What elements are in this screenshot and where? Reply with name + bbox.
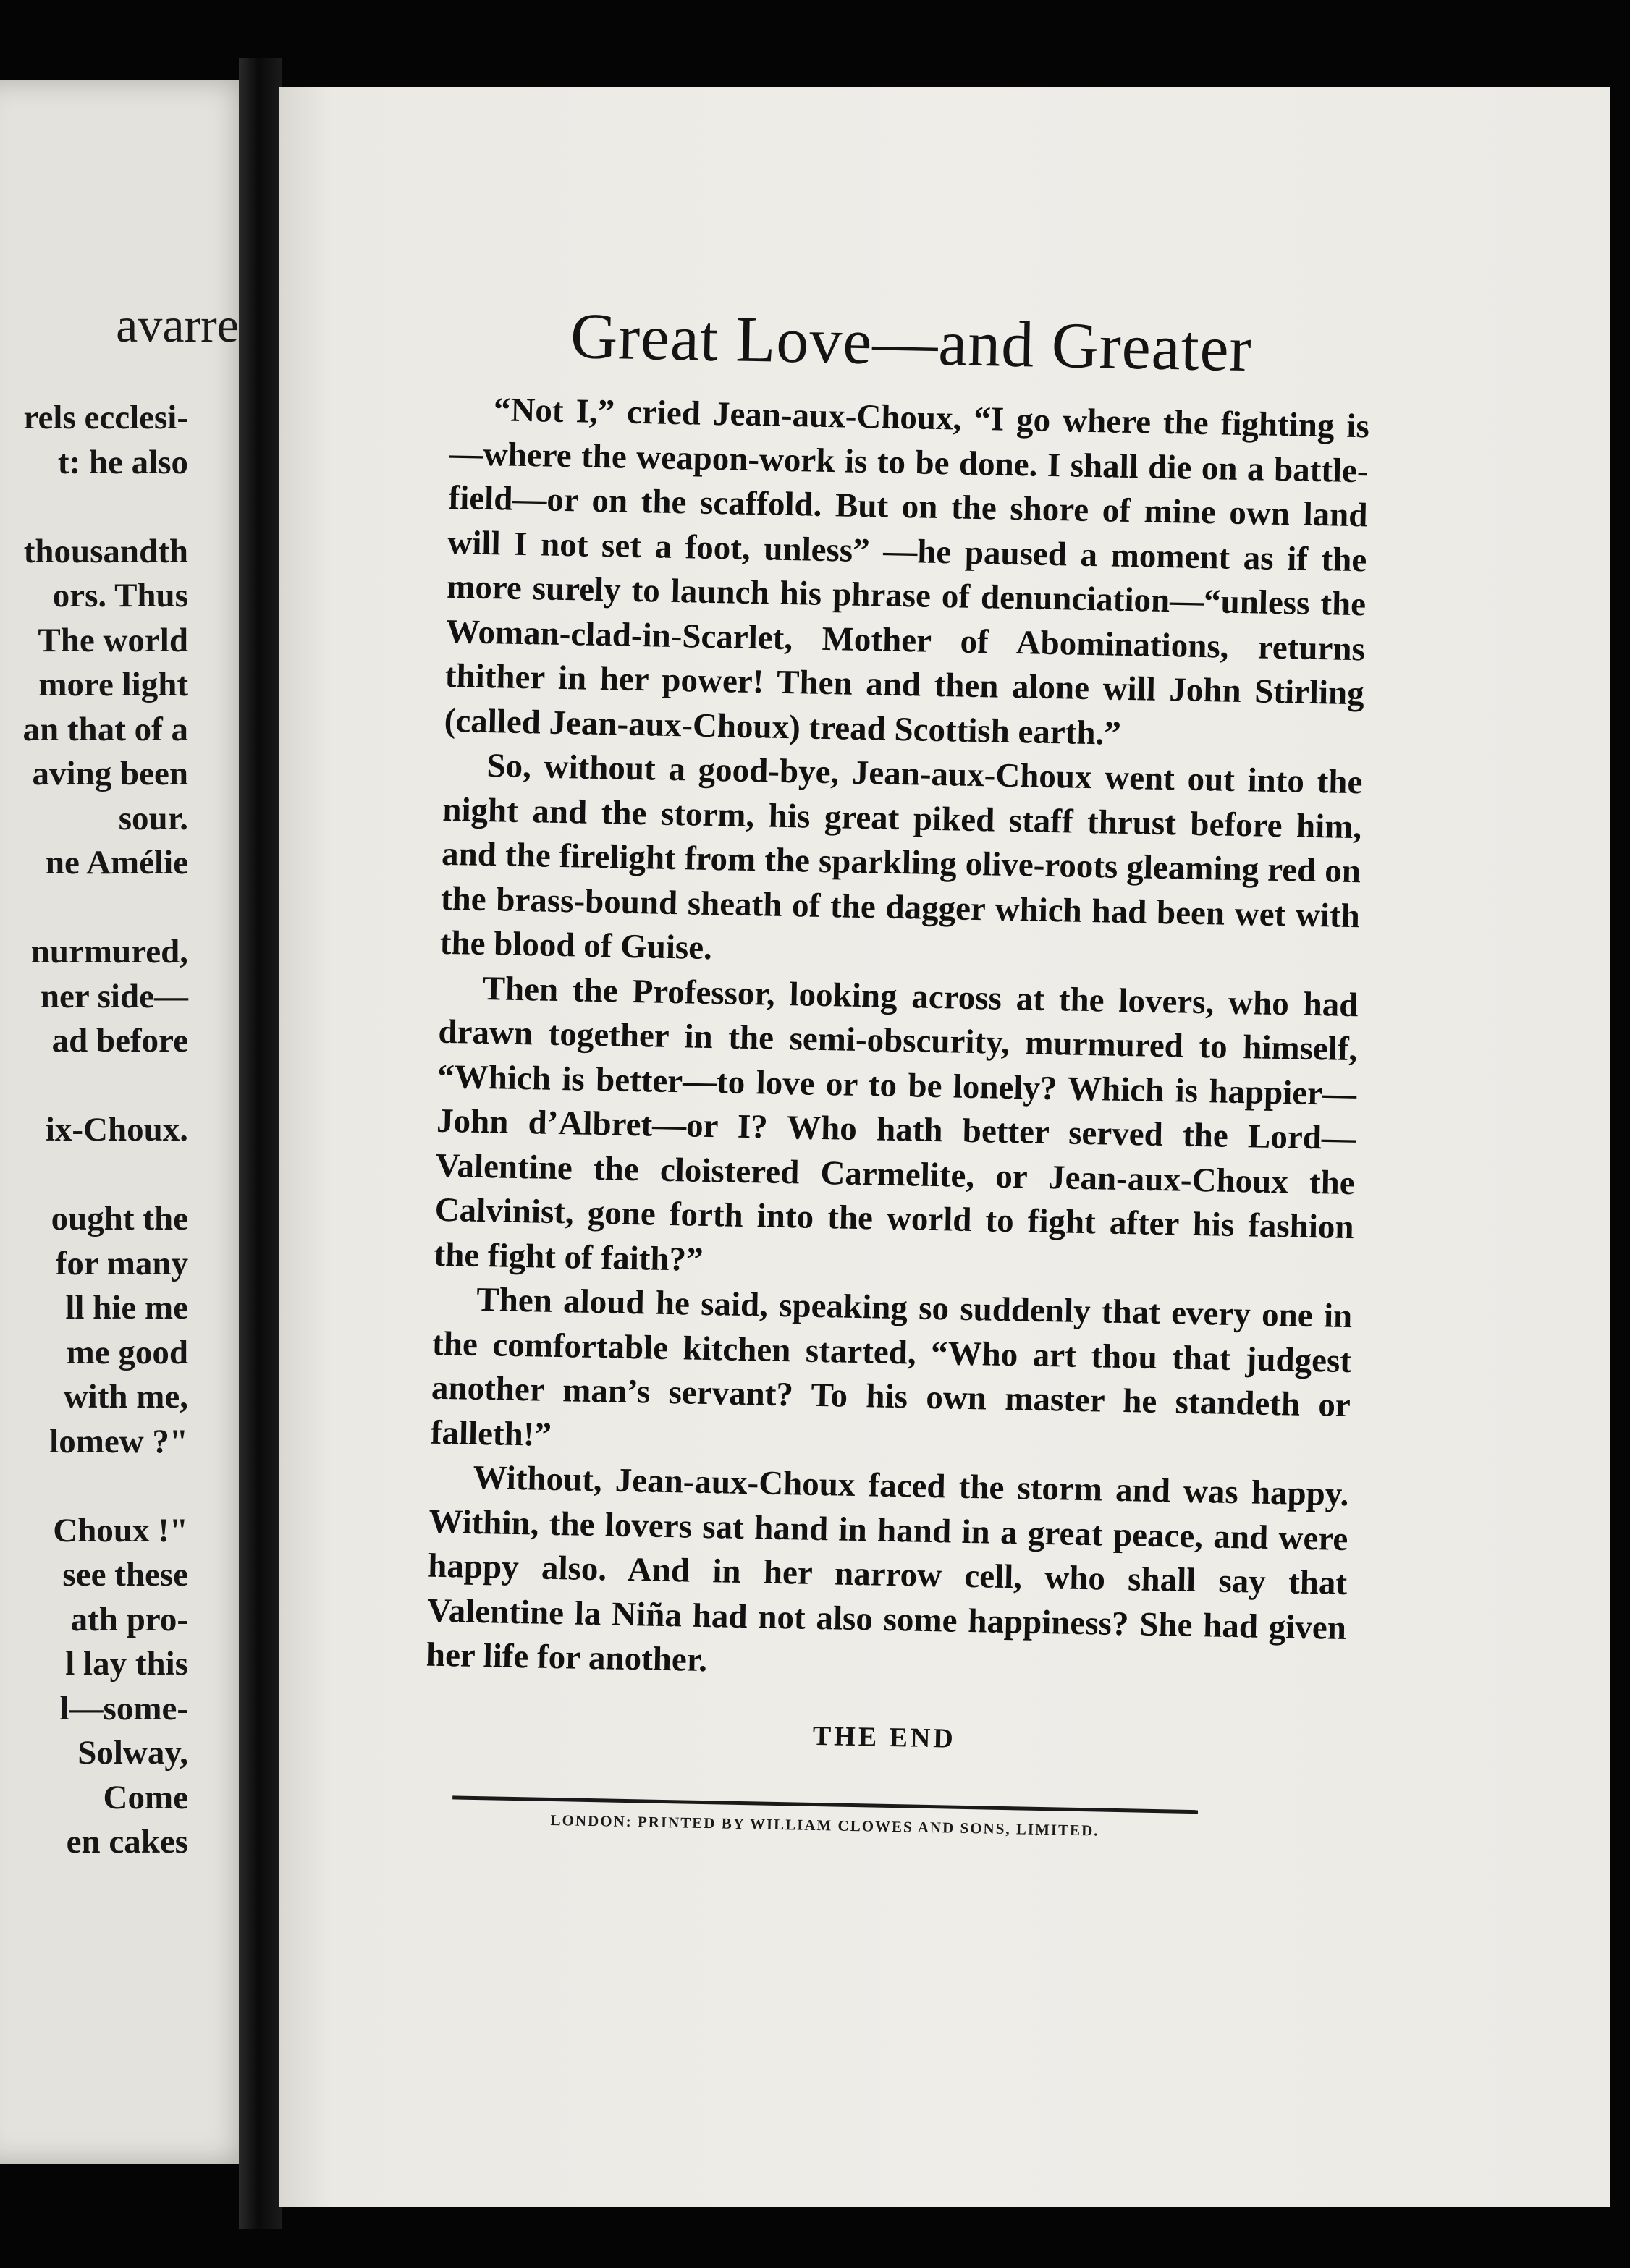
- left-page-line: ors. Thus: [52, 577, 188, 614]
- left-page-line: lomew ?": [49, 1422, 188, 1460]
- left-page-line: ath pro-: [70, 1600, 188, 1638]
- left-page-line: sour.: [118, 799, 188, 837]
- left-page-line: with me,: [63, 1378, 188, 1416]
- left-page-line: me good: [66, 1333, 188, 1371]
- left-page-line: more light: [38, 666, 188, 703]
- left-page-line: ad before: [51, 1022, 188, 1059]
- book-gutter: [239, 58, 282, 2229]
- left-page-line: see these: [62, 1556, 188, 1594]
- paragraph: Without, Jean-aux-Choux faced the storm and was happy. Within, the lovers sat hand in hand in a great peace, and were happy also. And in her narrow cell, who shall say that Valentine la Niña had not also some happiness? She had given her life for another.: [426, 1458, 1349, 1680]
- left-page-line: ought the: [51, 1200, 188, 1237]
- left-page-line: Choux !": [53, 1511, 188, 1549]
- left-page-line: The world: [38, 621, 188, 659]
- left-page-line: an that of a: [22, 710, 188, 748]
- left-page-line: ix-Choux.: [45, 1111, 188, 1148]
- left-page-line: l—some-: [59, 1689, 188, 1727]
- left-page-line: for many: [55, 1244, 188, 1282]
- left-page-line: ll hie me: [65, 1289, 188, 1326]
- left-page-line: l lay this: [65, 1645, 188, 1683]
- left-page-line: thousandth: [23, 532, 188, 570]
- left-page-running-heading: avarre: [116, 297, 239, 352]
- left-page-line: Come: [103, 1778, 188, 1816]
- paragraph: Then aloud he said, speaking so suddenly that every one in the comfortable kitchen started, “Who art thou that judgest another man’s servant? To his own master he standeth or falleth!”: [430, 1280, 1353, 1454]
- right-page: [279, 87, 1610, 2207]
- left-page-line: ne Amélie: [45, 844, 188, 881]
- paragraph: “Not I,” cried Jean-aux-Choux, “I go where the fighting is —where the weapon-work is to be done. I shall die on a battle-field—or on the scaffold. But on the shore of mine own land will I not set a foot, unless” —he paused a moment as if the more surely to launch his phrase of denunciation—“unless the Woman-clad-in-Scarlet, Mother of Abominations, returns thither in her power! Then and then alone will John Stirling (called Jean-aux-Choux) tread Scottish earth.”: [444, 391, 1370, 753]
- left-page-line: en cakes: [66, 1823, 188, 1861]
- left-page-line: t: he also: [57, 443, 188, 481]
- paragraph: So, without a good-bye, Jean-aux-Choux went out into the night and the storm, his great piked staff thrust before him, and the firelight from the sparkling olive-roots gleaming red on the brass-bound sheath of the dagger which had been wet with the blood of Guise.: [439, 747, 1363, 968]
- chapter-title: Great Love—and Greater: [570, 300, 1253, 386]
- left-page-line: nurmured,: [30, 933, 188, 970]
- left-page-line: aving been: [32, 755, 188, 792]
- the-end-label: THE END: [812, 1720, 957, 1754]
- left-page: [0, 80, 261, 2164]
- paragraph: Then the Professor, looking across at the lovers, who had drawn together in the semi-obscurity, murmured to himself, “Which is better—to love or to be lonely? Which is happier—John d’Albret—or I? Who hath better served the Lord—Valentine the cloistered Carmelite, or Jean-aux-Choux the Calvinist, gone forth into the world to fight after his fashion the fight of faith?”: [434, 969, 1359, 1279]
- printer-imprint: LONDON: PRINTED BY WILLIAM CLOWES AND SONS, LIMITED.: [550, 1811, 1099, 1840]
- page-content: [423, 297, 1371, 1844]
- left-page-line: ner side—: [40, 977, 188, 1015]
- left-page-line: rels ecclesi-: [23, 399, 188, 436]
- left-page-line: Solway,: [77, 1734, 188, 1772]
